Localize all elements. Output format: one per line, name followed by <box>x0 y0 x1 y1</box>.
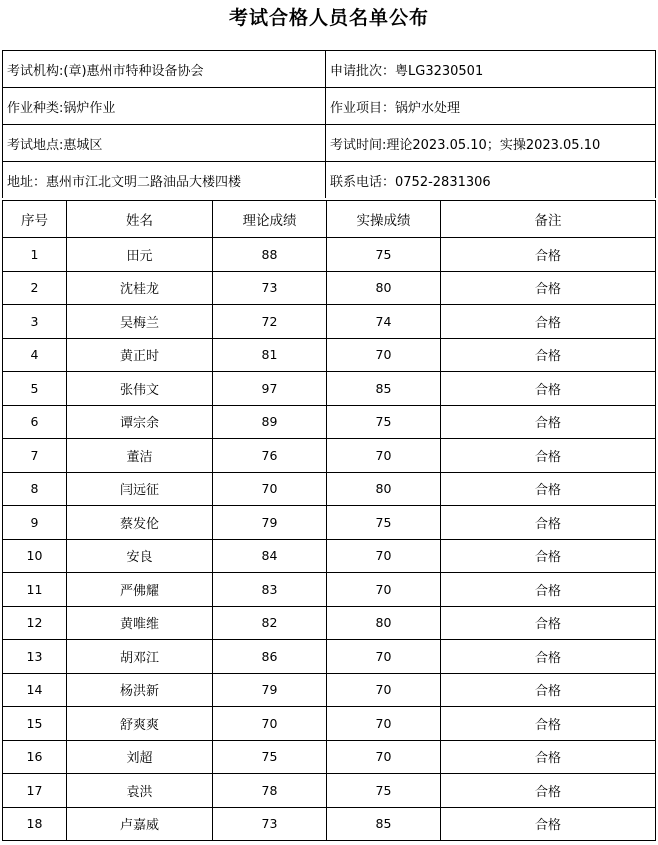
row-remark: 合格 <box>441 271 656 305</box>
row-remark: 合格 <box>441 573 656 607</box>
table-row <box>3 740 656 774</box>
row-theory-score: 73 <box>213 271 327 305</box>
row-practice-score: 70 <box>327 338 441 372</box>
row-practice-score: 70 <box>327 573 441 607</box>
table-row <box>3 707 656 741</box>
passed-candidates-table <box>2 200 656 841</box>
table-body <box>3 238 656 841</box>
row-theory-score: 97 <box>213 372 327 406</box>
row-seq: 6 <box>3 405 67 439</box>
row-remark: 合格 <box>441 740 656 774</box>
table-row <box>3 238 656 272</box>
header-seq: 序号 <box>3 201 67 238</box>
row-theory-score: 79 <box>213 673 327 707</box>
info-row <box>3 51 656 88</box>
row-remark: 合格 <box>441 238 656 272</box>
row-practice-score: 70 <box>327 539 441 573</box>
row-remark: 合格 <box>441 606 656 640</box>
row-seq: 14 <box>3 673 67 707</box>
row-practice-score: 74 <box>327 305 441 339</box>
row-seq: 11 <box>3 573 67 607</box>
row-theory-score: 72 <box>213 305 327 339</box>
row-seq: 12 <box>3 606 67 640</box>
address: 地址：惠州市江北文明二路油品大楼四楼 <box>3 162 326 199</box>
row-seq: 1 <box>3 238 67 272</box>
row-seq: 2 <box>3 271 67 305</box>
table-row <box>3 372 656 406</box>
row-name: 刘超 <box>67 740 213 774</box>
row-practice-score: 80 <box>327 606 441 640</box>
row-name: 田元 <box>67 238 213 272</box>
table-row <box>3 338 656 372</box>
table-row <box>3 405 656 439</box>
table-row <box>3 807 656 841</box>
header-theory-score: 理论成绩 <box>213 201 327 238</box>
row-name: 安良 <box>67 539 213 573</box>
row-remark: 合格 <box>441 539 656 573</box>
table-header-row <box>3 201 656 238</box>
row-seq: 9 <box>3 506 67 540</box>
row-practice-score: 70 <box>327 673 441 707</box>
table-row <box>3 271 656 305</box>
row-remark: 合格 <box>441 807 656 841</box>
table-row <box>3 539 656 573</box>
row-seq: 3 <box>3 305 67 339</box>
info-row <box>3 88 656 125</box>
row-remark: 合格 <box>441 372 656 406</box>
row-name: 黄正时 <box>67 338 213 372</box>
row-seq: 5 <box>3 372 67 406</box>
row-practice-score: 75 <box>327 774 441 808</box>
work-type: 作业种类:锅炉作业 <box>3 88 326 125</box>
exam-info-table <box>2 50 656 198</box>
row-seq: 8 <box>3 472 67 506</box>
row-name: 蔡发伦 <box>67 506 213 540</box>
row-name: 闫远征 <box>67 472 213 506</box>
row-practice-score: 75 <box>327 405 441 439</box>
row-remark: 合格 <box>441 305 656 339</box>
row-name: 吴梅兰 <box>67 305 213 339</box>
row-theory-score: 81 <box>213 338 327 372</box>
row-name: 张伟文 <box>67 372 213 406</box>
row-practice-score: 75 <box>327 506 441 540</box>
table-row <box>3 439 656 473</box>
row-theory-score: 88 <box>213 238 327 272</box>
row-theory-score: 73 <box>213 807 327 841</box>
row-practice-score: 80 <box>327 271 441 305</box>
row-name: 严佛耀 <box>67 573 213 607</box>
row-theory-score: 86 <box>213 640 327 674</box>
row-remark: 合格 <box>441 405 656 439</box>
header-name: 姓名 <box>67 201 213 238</box>
table-row <box>3 774 656 808</box>
page-title: 考试合格人员名单公布 <box>228 7 429 29</box>
row-theory-score: 83 <box>213 573 327 607</box>
header-remark: 备注 <box>441 201 656 238</box>
row-remark: 合格 <box>441 640 656 674</box>
row-seq: 13 <box>3 640 67 674</box>
row-name: 胡邓江 <box>67 640 213 674</box>
row-theory-score: 76 <box>213 439 327 473</box>
row-seq: 16 <box>3 740 67 774</box>
info-row <box>3 162 656 199</box>
table-row <box>3 305 656 339</box>
row-remark: 合格 <box>441 506 656 540</box>
contact-phone: 联系电话：0752-2831306 <box>326 162 656 199</box>
row-practice-score: 70 <box>327 439 441 473</box>
exam-location: 考试地点:惠城区 <box>3 125 326 162</box>
row-theory-score: 89 <box>213 405 327 439</box>
row-seq: 10 <box>3 539 67 573</box>
table-row <box>3 606 656 640</box>
row-practice-score: 85 <box>327 372 441 406</box>
row-remark: 合格 <box>441 472 656 506</box>
row-theory-score: 78 <box>213 774 327 808</box>
row-name: 杨洪新 <box>67 673 213 707</box>
row-practice-score: 70 <box>327 640 441 674</box>
work-item: 作业项目：锅炉水处理 <box>326 88 656 125</box>
row-seq: 18 <box>3 807 67 841</box>
table-row <box>3 573 656 607</box>
row-seq: 7 <box>3 439 67 473</box>
row-seq: 4 <box>3 338 67 372</box>
row-remark: 合格 <box>441 707 656 741</box>
row-name: 董洁 <box>67 439 213 473</box>
row-name: 舒爽爽 <box>67 707 213 741</box>
row-remark: 合格 <box>441 673 656 707</box>
application-batch: 申请批次：粤LG3230501 <box>326 51 656 88</box>
row-seq: 17 <box>3 774 67 808</box>
row-name: 沈桂龙 <box>67 271 213 305</box>
row-practice-score: 70 <box>327 707 441 741</box>
exam-org: 考试机构:(章)惠州市特种设备协会 <box>3 51 326 88</box>
row-theory-score: 70 <box>213 707 327 741</box>
row-practice-score: 70 <box>327 740 441 774</box>
row-name: 卢嘉威 <box>67 807 213 841</box>
header-practice-score: 实操成绩 <box>327 201 441 238</box>
row-remark: 合格 <box>441 774 656 808</box>
row-name: 袁洪 <box>67 774 213 808</box>
row-practice-score: 85 <box>327 807 441 841</box>
row-theory-score: 79 <box>213 506 327 540</box>
row-seq: 15 <box>3 707 67 741</box>
row-theory-score: 82 <box>213 606 327 640</box>
row-theory-score: 84 <box>213 539 327 573</box>
row-remark: 合格 <box>441 338 656 372</box>
row-remark: 合格 <box>441 439 656 473</box>
row-name: 谭宗余 <box>67 405 213 439</box>
table-row <box>3 472 656 506</box>
info-row <box>3 125 656 162</box>
row-theory-score: 70 <box>213 472 327 506</box>
table-row <box>3 673 656 707</box>
row-theory-score: 75 <box>213 740 327 774</box>
exam-time: 考试时间:理论2023.05.10；实操2023.05.10 <box>326 125 656 162</box>
row-name: 黄唯维 <box>67 606 213 640</box>
row-practice-score: 75 <box>327 238 441 272</box>
row-practice-score: 80 <box>327 472 441 506</box>
table-row <box>3 506 656 540</box>
table-row <box>3 640 656 674</box>
